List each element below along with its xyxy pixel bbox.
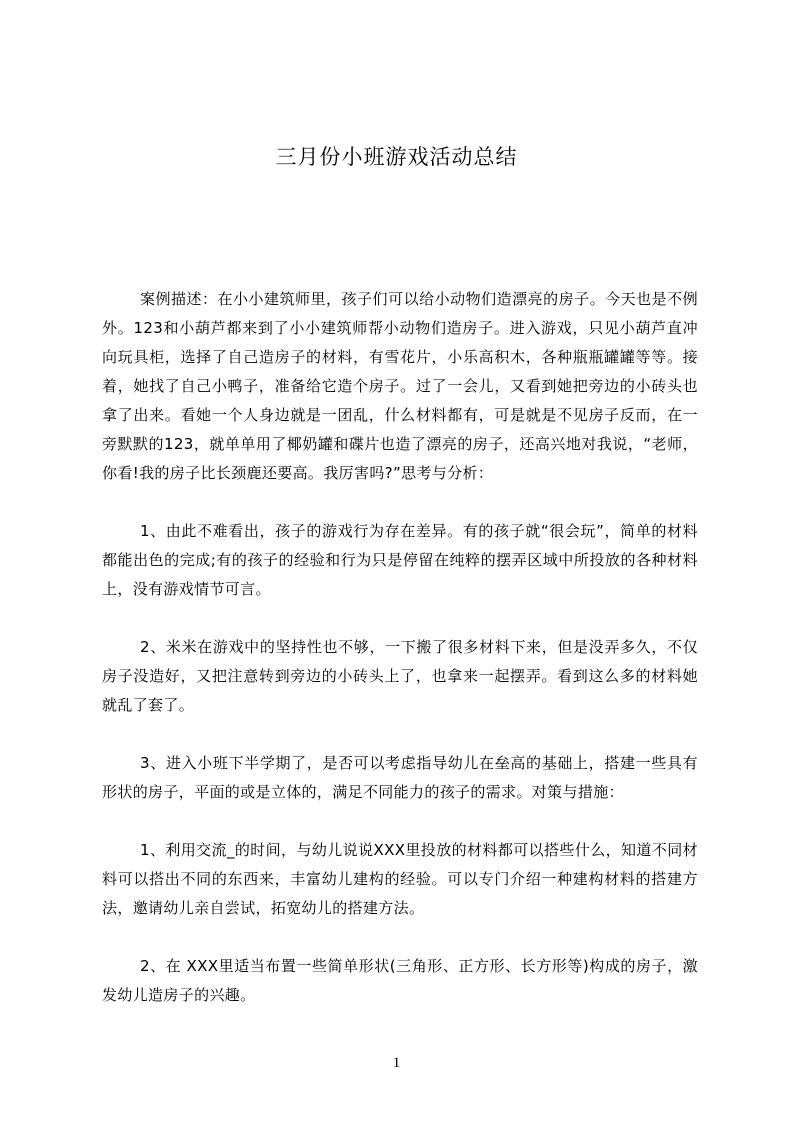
document-body bbox=[102, 285, 698, 1010]
paragraph-analysis-3: 3、进入小班下半学期了，是否可以考虑指导幼儿在垒高的基础上，搭建一些具有形状的房子，平面的或是立体的，满足不同能力的孩子的需求。对策与措施： bbox=[102, 754, 698, 801]
paragraph-measure-2: 2、在 XXX里适当布置一些简单形状(三角形、正方形、长方形等)构成的房子，激发幼儿造房子的兴趣。 bbox=[102, 957, 698, 1004]
page-number: 1 bbox=[392, 1055, 401, 1071]
paragraph-analysis-2: 2、米米在游戏中的坚持性也不够，一下搬了很多材料下来，但是没弄多久，不仅房子没造好，又把注意转到旁边的小砖头上了，也拿来一起摆弄。看到这么多的材料她就乱了套了。 bbox=[102, 638, 698, 714]
document-title: 三月份小班游戏活动总结 bbox=[275, 145, 518, 169]
paragraph-analysis-1: 1、由此不难看出，孩子的游戏行为存在差异。有的孩子就“很会玩”，简单的材料都能出色的完成;有的孩子的经验和行为只是停留在纯粹的摆弄区域中所投放的各种材料上，没有游戏情节可言。 bbox=[102, 522, 698, 598]
paragraph-case-description: 案例描述：在小小建筑师里，孩子们可以给小动物们造漂亮的房子。今天也是不例外。123和小葫芦都来到了小小建筑师帮小动物们造房子。进入游戏，只见小葫芦直冲向玩具柜，选择了自己造房子的材料，有雪花片，小乐高积木，各种瓶瓶罐罐等等。接着，她找了自己小鸭子，准备给它造个房子。过了一会儿，又看到她把旁边的小砖头也拿了出来。看她一个人身边就是一团乱，什么材料都有，可是就是不见房子反而，在一旁默默的123，就单单用了椰奶罐和碟片也造了漂亮的房子，还高兴地对我说，“老师，你看!我的房子比长颈鹿还要高。我厉害吗?”思考与分析： bbox=[102, 290, 698, 482]
paragraph-measure-1: 1、利用交流_的时间，与幼儿说说XXX里投放的材料都可以搭些什么，知道不同材料可以搭出不同的东西来，丰富幼儿建构的经验。可以专门介绍一种建构材料的搭建方法，邀请幼儿亲自尝试，拓宽幼儿的搭建方法。 bbox=[102, 841, 698, 917]
